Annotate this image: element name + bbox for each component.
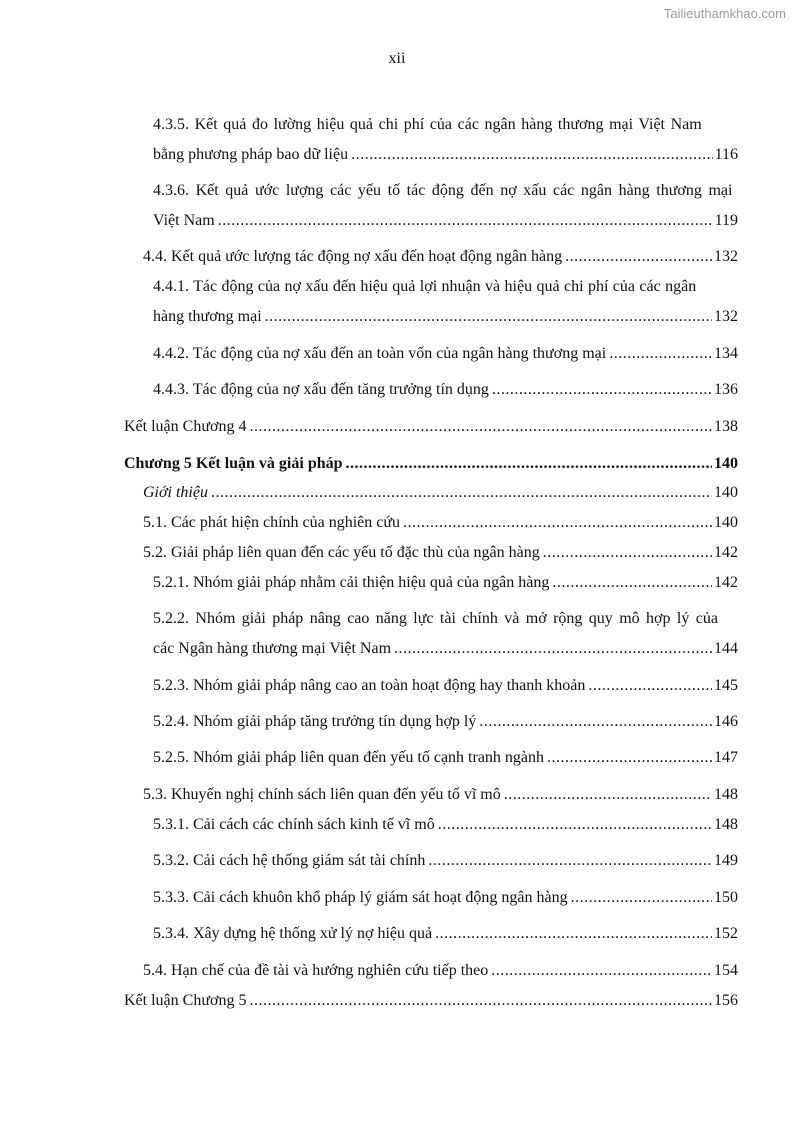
toc-entry-title: 4.4.3. Tác động của nợ xấu đến tăng trưởng tín dụng [153, 381, 489, 398]
toc-entry-title: bằng phương pháp bao dữ liệu [153, 146, 349, 163]
dot-leader [492, 381, 712, 399]
dot-leader [394, 640, 712, 658]
dot-leader [249, 992, 712, 1010]
dot-leader [552, 574, 712, 592]
toc-entry[interactable] [143, 514, 738, 532]
toc-entry-page: 152 [714, 925, 738, 942]
toc-entry-page: 134 [714, 345, 738, 362]
toc-entry[interactable] [153, 345, 738, 363]
toc-entry-page: 140 [714, 455, 738, 472]
toc-entry-line1: 4.3.5. Kết quả đo lường hiệu quả chi phí của các ngân hàng thương mại Việt Nam [153, 116, 702, 133]
dot-leader [249, 418, 712, 436]
dot-leader [504, 786, 712, 804]
watermark: Tailieuthamkhao.com [663, 6, 786, 21]
dot-leader [351, 146, 712, 164]
toc-entry-title: 5.2.1. Nhóm giải pháp nhằm cải thiện hiệu quả của ngân hàng [153, 574, 550, 591]
toc-entry-page: 132 [714, 248, 738, 265]
toc-entry-page: 149 [714, 852, 738, 869]
toc-entry-title: 5.1. Các phát hiện chính của nghiên cứu [143, 514, 401, 531]
dot-leader [543, 544, 712, 562]
toc-entry-title: 4.4. Kết quả ước lượng tác động nợ xấu đến hoạt động ngân hàng [143, 248, 563, 265]
toc-entry-page: 147 [714, 749, 738, 766]
toc-entry[interactable] [153, 308, 738, 326]
toc-entry-title: 5.3.4. Xây dựng hệ thống xử lý nợ hiệu quả [153, 925, 433, 942]
toc-entry-page: 150 [714, 889, 738, 906]
toc-entry-title: các Ngân hàng thương mại Việt Nam [153, 640, 392, 657]
toc-entry-page: 148 [714, 816, 738, 833]
dot-leader [403, 514, 712, 532]
toc-entry[interactable] [153, 640, 738, 658]
toc-entry[interactable] [153, 889, 738, 907]
toc-entry-title: 5.3.2. Cải cách hệ thống giám sát tài chính [153, 852, 426, 869]
toc-entry-page: 154 [714, 962, 738, 979]
dot-leader [218, 212, 713, 230]
toc-entry-title: 5.2. Giải pháp liên quan đến các yếu tố đặc thù của ngân hàng [143, 544, 540, 561]
toc-entry-title: Kết luận Chương 4 [124, 418, 247, 435]
toc-entry-title: hàng thương mại [153, 308, 262, 325]
toc-entry-title: 5.3.1. Cải cách các chính sách kinh tế vĩ mô [153, 816, 435, 833]
toc-entry[interactable] [143, 786, 738, 804]
toc-entry-title: Kết luận Chương 5 [124, 992, 247, 1009]
toc-entry-title: 5.2.4. Nhóm giải pháp tăng trưởng tín dụng hợp lý [153, 713, 477, 730]
toc-entry-line1: 5.2.2. Nhóm giải pháp nâng cao năng lực tài chính và mở rộng quy mô hợp lý của [153, 610, 718, 627]
dot-leader [565, 248, 712, 266]
toc-entry-title: Giới thiệu [143, 484, 208, 501]
dot-leader [438, 816, 712, 834]
toc-entry-line1: 4.3.6. Kết quả ước lượng các yếu tố tác động đến nợ xấu các ngân hàng thương mại [153, 182, 733, 199]
toc-entry-page: 140 [714, 514, 738, 531]
toc-entry-page: 142 [714, 574, 738, 591]
dot-leader [435, 925, 712, 943]
toc-entry-title: 5.4. Hạn chế của đề tài và hướng nghiên cứu tiếp theo [143, 962, 489, 979]
dot-leader [547, 749, 712, 767]
toc-entry-title: 4.4.2. Tác động của nợ xấu đến an toàn vốn của ngân hàng thương mại [153, 345, 607, 362]
toc-entry[interactable] [153, 749, 738, 767]
toc-entry-page: 144 [714, 640, 738, 657]
toc-entry-page: 136 [714, 381, 738, 398]
dot-leader [346, 455, 712, 473]
toc-entry-title: 5.3.3. Cải cách khuôn khổ pháp lý giám sát hoạt động ngân hàng [153, 889, 568, 906]
toc-entry[interactable] [153, 212, 738, 230]
dot-leader [588, 677, 712, 695]
toc-entry-page: 142 [714, 544, 738, 561]
toc-entry-line1: 4.4.1. Tác động của nợ xấu đến hiệu quả lợi nhuận và hiệu quả chi phí của các ngân [153, 278, 697, 295]
toc-entry[interactable] [153, 574, 738, 592]
toc-entry-page: 116 [714, 146, 738, 163]
toc-entry-title: Chương 5 Kết luận và giải pháp [124, 455, 343, 472]
dot-leader [491, 962, 712, 980]
toc-entry[interactable] [143, 962, 738, 980]
toc-entry[interactable] [143, 484, 738, 502]
dot-leader [265, 308, 712, 326]
toc-entry-title: 5.2.5. Nhóm giải pháp liên quan đến yếu tố cạnh tranh ngành [153, 749, 545, 766]
toc-entry-title: Việt Nam [153, 212, 215, 229]
toc-entry-title: 5.3. Khuyến nghị chính sách liên quan đến yếu tố vĩ mô [143, 786, 501, 803]
toc-entry[interactable] [153, 925, 738, 943]
toc-entry-page: 156 [714, 992, 738, 1009]
toc-entry-page: 138 [714, 418, 738, 435]
dot-leader [428, 852, 712, 870]
toc-entry[interactable] [153, 381, 738, 399]
dot-leader [571, 889, 712, 907]
toc-entry[interactable] [153, 146, 738, 164]
toc-entry-title: 5.2.3. Nhóm giải pháp nâng cao an toàn hoạt động hay thanh khoản [153, 677, 586, 694]
toc-entry[interactable] [153, 677, 738, 695]
page-number: xii [388, 50, 406, 67]
toc-entry-page: 132 [714, 308, 738, 325]
toc-entry[interactable] [124, 992, 738, 1010]
toc-entry[interactable] [143, 248, 738, 266]
dot-leader [211, 484, 712, 502]
toc-entry[interactable] [143, 544, 738, 562]
toc-entry-page: 119 [714, 212, 738, 229]
toc-entry-page: 148 [714, 786, 738, 803]
toc-entry[interactable] [124, 418, 738, 436]
toc-entry[interactable] [153, 816, 738, 834]
toc-entry[interactable] [153, 713, 738, 731]
dot-leader [479, 713, 712, 731]
toc-entry-page: 140 [714, 484, 738, 501]
toc-entry[interactable] [153, 852, 738, 870]
toc-chapter-heading[interactable] [124, 455, 738, 473]
toc-entry-page: 145 [714, 677, 738, 694]
toc-entry-page: 146 [714, 713, 738, 730]
dot-leader [609, 345, 712, 363]
